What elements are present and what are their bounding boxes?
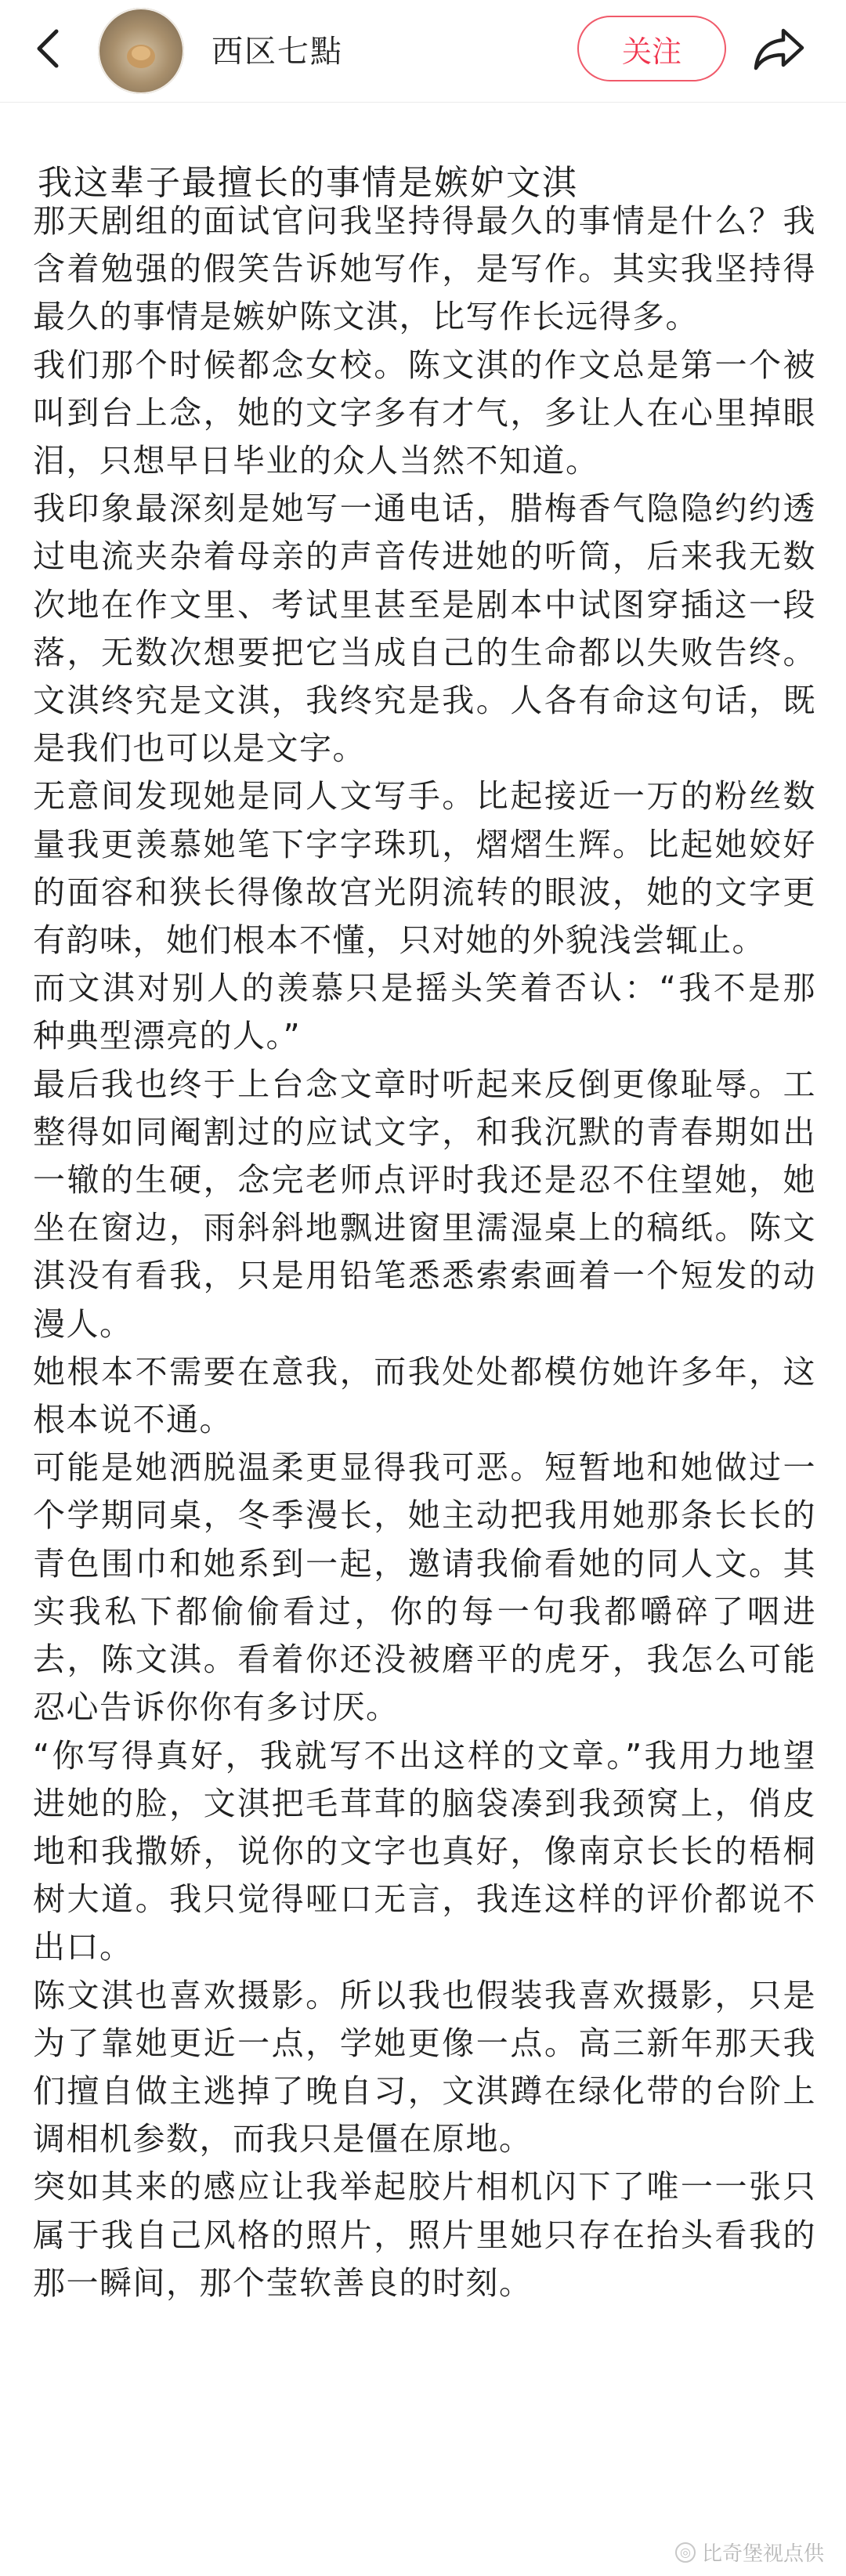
watermark-logo-icon: ◎: [675, 2542, 696, 2563]
watermark-text: 比奇堡视点供: [701, 2542, 824, 2566]
paragraph: 而文淇对别人的羡慕只是摇头笑着否认：“我不是那种典型漂亮的人。”: [33, 969, 816, 1055]
avatar[interactable]: [98, 8, 184, 94]
paragraph: 我们那个时候都念女校。陈文淇的作文总是第一个被叫到台上念，她的文字多有才气，多让人在心里掉眼泪，只想早日毕业的众人当然不知道。: [33, 346, 816, 480]
post-title: 我这辈子最擅长的事情是嫉妒文淇: [38, 163, 578, 204]
paragraph: 无意间发现她是同人文写手。比起接近一万的粉丝数量我更羡慕她笔下字字珠玑，熠熠生辉。比起她姣好的面容和狭长得像故宫光阴流转的眼波，她的文字更有韵味，她们根本不懂，只对她的外貌浅尝辄止。: [33, 777, 816, 960]
avatar-image: [98, 8, 184, 94]
username[interactable]: 西区七點: [212, 34, 343, 70]
share-icon: [752, 26, 807, 73]
top-bar: [0, 0, 846, 103]
paragraph: 我印象最深刻是她写一通电话，腊梅香气隐隐约约透过电流夹杂着母亲的声音传进她的听筒，后来我无数次地在作文里、考试里甚至是剧本中试图穿插这一段落，无数次想要把它当成自己的生命都以失败告终。文淇终究是文淇，我终究是我。人各有命这句话，既是我们也可以是文字。: [33, 490, 816, 768]
back-button[interactable]: [30, 24, 66, 74]
paragraph: “你写得真好，我就写不出这样的文章。”我用力地望进她的脸，文淇把毛茸茸的脑袋凑到我颈窝上，俏皮地和我撒娇，说你的文字也真好，像南京长长的梧桐树大道。我只觉得哑口无言，我连这样的评价都说不出口。: [33, 1736, 816, 1966]
paragraph: 最后我也终于上台念文章时听起来反倒更像耻辱。工整得如同阉割过的应试文字，和我沉默的青春期如出一辙的生硬，念完老师点评时我还是忍不住望她，她坐在窗边，雨斜斜地飘进窗里濡湿桌上的稿纸。陈文淇没有看我，只是用铅笔悉悉索索画着一个短发的动漫人。: [33, 1065, 816, 1343]
paragraph: 陈文淇也喜欢摄影。所以我也假装我喜欢摄影，只是为了靠她更近一点，学她更像一点。高三新年那天我们擅自做主逃掉了晚自习，文淇蹲在绿化带的台阶上调相机参数，而我只是僵在原地。: [33, 1976, 816, 2158]
paragraph: 突如其来的感应让我举起胶片相机闪下了唯一一张只属于我自己风格的照片，照片里她只存在抬头看我的那一瞬间，那个莹软善良的时刻。: [33, 2168, 816, 2302]
paragraph: 可能是她洒脱温柔更显得我可恶。短暂地和她做过一个学期同桌，冬季漫长，她主动把我用她那条长长的青色围巾和她系到一起，邀请我偷看她的同人文。其实我私下都偷偷看过，你的每一句我都嚼碎了咽进去，陈文淇。看着你还没被磨平的虎牙，我怎么可能忍心告诉你你有多讨厌。: [33, 1449, 816, 1727]
paragraph: 她根本不需要在意我，而我处处都模仿她许多年，这根本说不通。: [33, 1352, 816, 1439]
watermark: [675, 2538, 824, 2567]
share-button[interactable]: [748, 22, 811, 77]
follow-button[interactable]: 关注: [577, 16, 726, 81]
paragraph: 那天剧组的面试官问我坚持得最久的事情是什么？我含着勉强的假笑告诉她写作，是写作。其实我坚持得最久的事情是嫉妒陈文淇，比写作长远得多。: [33, 202, 816, 336]
chevron-left-icon: [34, 27, 61, 71]
post-body: [33, 197, 816, 2307]
